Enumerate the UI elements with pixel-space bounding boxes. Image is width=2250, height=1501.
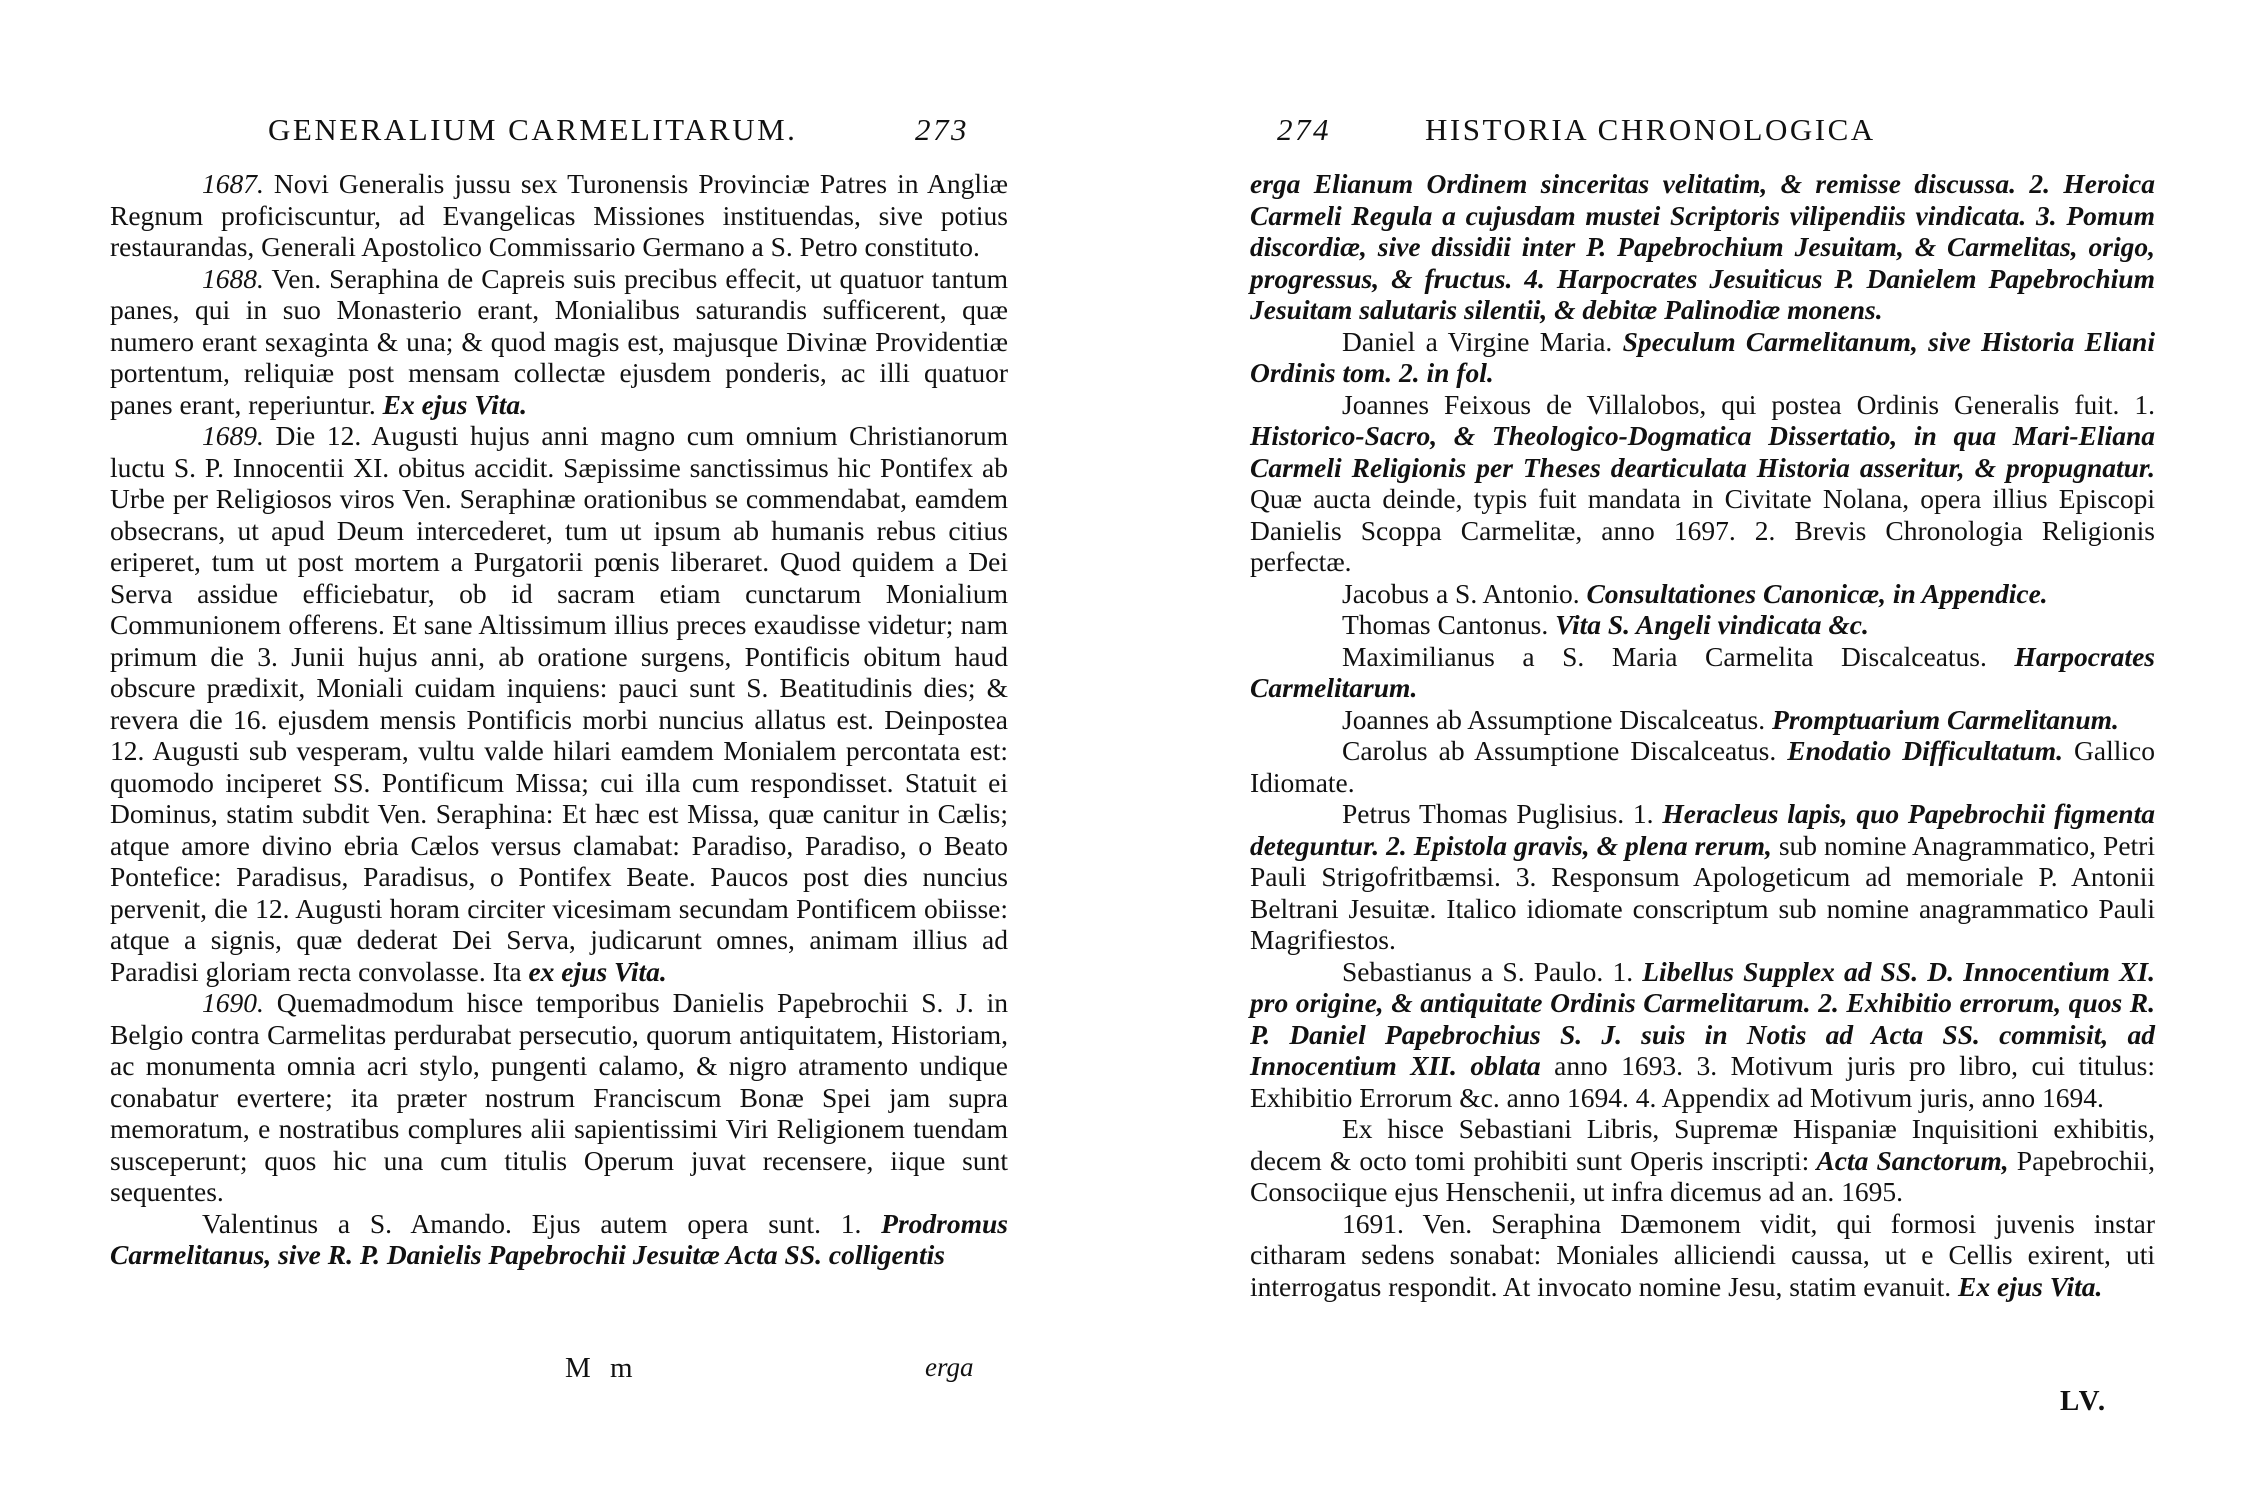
- work-title: Enodatio Difficultatum.: [1776, 735, 2063, 766]
- entry-lead: 1691. Ven. Seraphina Dæmonem vidit, qui formosi juvenis instar citharam sedens sonabat: Moniales alliciendi caussa, ut e Cellis exirent, uti interrogatus respondit. At invocato nomine Jesu, statim evanuit.: [1250, 1207, 2155, 1302]
- right-page: [1125, 0, 2250, 1501]
- list-item: [1250, 641, 2155, 704]
- work-title: Vita S. Angeli vindicata &c.: [1548, 609, 1869, 640]
- work-title: Speculum Carmelitanum, sive Historia Eliani Ordinis tom. 2. in fol.: [1250, 325, 2155, 388]
- entry-lead: Carolus ab Assumptione Discalceatus.: [1342, 735, 1777, 766]
- catchword: erga: [925, 1352, 974, 1382]
- entry-tail: Papebrochii, Consociique ejus Henschenii, ut infra dicemus ad an. 1695.: [1250, 1144, 2156, 1207]
- paragraph-valentinus: [110, 1208, 1008, 1271]
- list-item: [1250, 1113, 2155, 1208]
- list-item: [1250, 956, 2155, 1114]
- work-title: Prodromus Carmelitanus, sive R. P. Danielis Papebrochii Jesuitæ Acta SS. colligentis: [110, 1207, 1009, 1270]
- list-item: [1250, 704, 2155, 736]
- entry-tail: sub nomine Anagrammatico, Petri Pauli Strigofritbæmsi. 3. Responsum Apologeticum ad memoriale P. Antonii Beltrani Jesuitæ. Italico idiomate conscriptum sub nomine anagrammatico Pauli Magrifiestos.: [1250, 829, 2155, 955]
- running-title: HISTORIA CHRONOLOGICA: [1425, 112, 1876, 147]
- entry-lead: Petrus Thomas Puglisius. 1.: [1342, 798, 1654, 829]
- list-item: [1250, 1208, 2155, 1303]
- paragraph-text: Quemadmodum hisce temporibus Danielis Papebrochii S. J. in Belgio contra Carmelitas perdurabat persecutio, quorum antiquitatem, Historiam, ac monumenta omnia acri stylo, pungenti calamo, & nigro atramento undique conabatur evertere; ita præter nostrum Franciscum Bonæ Spei jam supra memoratum, e nostratibus complures alii sapientissimi Viri Religionem tuendam susceperunt; quos hic una cum titulis Operum juvat recensere, iique sunt sequentes.: [110, 987, 1008, 1207]
- list-item: [1250, 578, 2155, 610]
- page-number: 274: [1277, 112, 1331, 147]
- page-number: 273: [915, 112, 969, 147]
- paragraph-text: Die 12. Augusti hujus anni magno cum omnium Christianorum luctu S. P. Innocentii XI. obitus accidit. Sæpissime sanctissimus hic Pontifex ab Urbe per Religiosos viros Ven. Seraphinæ orationibus se commendabat, eamdem obsecrans, ut apud Deum intercederet, tum ut ipsum ab humanis rebus citius eriperet, tum ut post mortem a Purgatorii pœnis liberaret. Quod quidem a Dei Serva assidue efficiebatur, ob id sacram etiam cunctarum Monialium Communionem offerens. Et sane Altissimum illius preces exaudisse videtur; nam primum die 3. Junii hujus anni, ab oratione surgens, Pontificis obitum haud obscure prædixit, Moniali cuidam inquiens: pauci sunt S. Beatitudinis dies; & revera die 16. ejusdem mensis Pontificis morbi nuncius allatus est. Deinpostea 12. Augusti sub vesperam, vultu valde hilari eamdem Monialem percontata est: quomodo inciperet SS. Pontificum Missa; cui illa cum respondisset. Statuit ei Dominus, statim subdit Ven. Seraphina: Et hæc est Missa, quæ canitur in Cælis; atque amore divino ebria Cælos versus clamabat: Paradiso, Paradiso, o Beato Pontefice: Paradisus, Paradisus, o Pontifex Beate. Paucos post dies nuncius pervenit, die 12. Augusti horam circiter vicesimam secundam Pontificem obiisse: atque a signis, quæ dederat Dei Serva, judicarunt omnes, animam illius ad Paradisi gloriam recta convolasse. Ita: [110, 420, 1008, 987]
- list-item: [1250, 326, 2155, 389]
- paragraph-text: Ven. Seraphina de Capreis suis precibus effecit, ut quatuor tantum panes, qui in suo Monasterio erant, Monialibus saturandis sufficerent, quæ numero erant sexaginta & una; & quod magis est, majusque Divinæ Providentiæ portentum, reliquiæ post mensam collectæ ejusdem ponderis, ac illi quatuor panes erant, reperiuntur.: [110, 262, 1008, 420]
- entry-lead: Thomas Cantonus.: [1342, 609, 1549, 640]
- body-text: [1250, 168, 2155, 1302]
- source-citation: ex ejus Vita.: [521, 955, 667, 987]
- list-item: [1250, 735, 2155, 798]
- entry-tail: Gallico Idiomate.: [1250, 735, 2155, 798]
- paragraph-text: Novi Generalis jussu sex Turonensis Provinciæ Patres in Angliæ Regnum proficiscuntur, ad Evangelicas Missiones instituendas, sive potius restaurandas, Generali Apostolico Commissario Germano a S. Petro constituto.: [110, 168, 1008, 262]
- year: 1690.: [202, 987, 264, 1018]
- list-item: [1250, 798, 2155, 956]
- work-title: Libellus Supplex ad SS. D. Innocentium XI. pro origine, & antiquitate Ordinis Carmelitarum. 2. Exhibitio errorum, quos R. P. Daniel Papebrochius S. J. suis in Notis ad Acta SS. commisit, ad Innocentium XII. oblata: [1250, 955, 2155, 1081]
- signature-mark: M m: [565, 1352, 639, 1384]
- paragraph-1690: [110, 987, 1008, 1208]
- paragraph-1687: [110, 168, 1008, 263]
- work-title: Historico-Sacro, & Theologico-Dogmatica Dissertatio, in qua Mari-Eliana Carmeli Religionis per Theses dearticulata Historia asseritur, & propugnatur.: [1250, 420, 2155, 483]
- work-title: Acta Sanctorum,: [1809, 1144, 2009, 1176]
- list-item: [1250, 609, 2155, 641]
- work-title: Promptuarium Carmelitanum.: [1765, 703, 2119, 735]
- work-title: Harpocrates Carmelitarum.: [1250, 640, 2155, 703]
- entry-lead: Joannes Feixous de Villalobos, qui postea Ordinis Generalis fuit. 1.: [1342, 388, 2155, 420]
- year: 1687.: [202, 168, 264, 199]
- entry-lead: Daniel a Virgine Maria.: [1342, 325, 1613, 357]
- list-item: [1250, 389, 2155, 578]
- paragraph-1688: [110, 263, 1008, 421]
- entry-lead: Joannes ab Assumptione Discalceatus.: [1342, 703, 1766, 735]
- work-title: erga Elianum Ordinem sinceritas velitatim, & remisse discussa. 2. Heroica Carmeli Regula a cujusdam mustei Scriptoris vilipendiis vindicata. 3. Pomum discordiæ, sive dissidii inter P. Papebrochium Jesuitam, & Carmelitas, origo, progressus, & fructus. 4. Harpocrates Jesuiticus P. Danielem Papebrochium Jesuitam salutaris silentii, & debitæ Palinodiæ monens.: [1250, 168, 2155, 325]
- source-citation: Ex ejus Vita.: [375, 388, 528, 420]
- year: 1688.: [202, 262, 264, 294]
- entry-lead: Ex hisce Sebastiani Libris, Supremæ Hispaniæ Inquisitioni exhibitis, decem & octo tomi prohibiti sunt Operis inscripti:: [1250, 1113, 2155, 1176]
- body-text: [110, 168, 1008, 1271]
- year: 1689.: [202, 420, 264, 451]
- work-title: Ex ejus Vita.: [1951, 1270, 2103, 1302]
- entry-lead: Sebastianus a S. Paulo. 1.: [1342, 955, 1634, 987]
- signature-mark: LV.: [2060, 1385, 2108, 1417]
- work-title: Heracleus lapis, quo Papebrochii figmenta deteguntur. 2. Epistola gravis, & plena rerum,: [1250, 798, 2155, 861]
- running-title: GENERALIUM CARMELITARUM.: [268, 112, 798, 147]
- entry-tail: anno 1693. 3. Motivum juris pro libro, cui titulus: Exhibitio Errorum &c. anno 1694. 4. Appendix ad Motivum juris, anno 1694.: [1250, 1050, 2155, 1113]
- entry-lead: Maximilianus a S. Maria Carmelita Discalceatus.: [1342, 640, 1987, 672]
- entry-lead: Jacobus a S. Antonio.: [1342, 577, 1580, 609]
- work-title: Consultationes Canonicæ, in Appendice.: [1579, 577, 2048, 609]
- paragraph-1689: [110, 420, 1008, 987]
- list-item: [1250, 168, 2155, 326]
- paragraph-text: Valentinus a S. Amando. Ejus autem opera sunt. 1.: [202, 1207, 862, 1239]
- entry-tail: Quæ aucta deinde, typis fuit mandata in Civitate Nolana, opera illius Episcopi Danielis Scoppa Carmelitæ, anno 1697. 2. Brevis Chronologia Religionis perfectæ.: [1250, 483, 2155, 577]
